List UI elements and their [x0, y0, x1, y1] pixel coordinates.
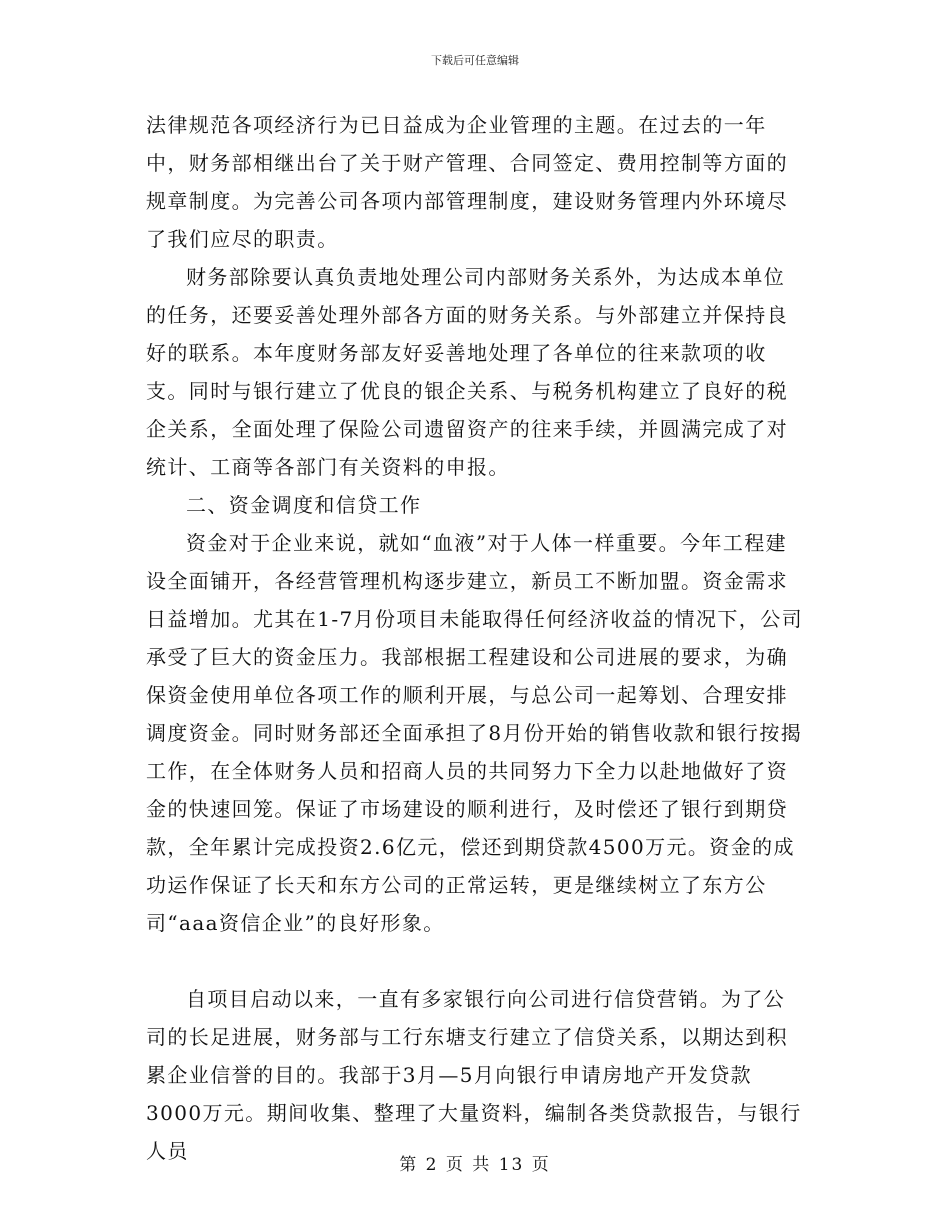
paragraph-external-relations: 财务部除要认真负责地处理公司内部财务关系外，为达成本单位的任务，还要妥善处理外部各方面的财务关系。与外部建立并保持良好的联系。本年度财务部友好妥善地处理了各单位的往来款项的收支。同时与银行建立了优良的银企关系、与税务机构建立了良好的税企关系，全面处理了保险公司遗留资产的往来手续，并圆满完成了对统计、工商等各部门有关资料的申报。 — [146, 265, 788, 479]
section-heading-funding: 二、资金调度和信贷工作 — [186, 493, 422, 517]
paragraph-credit: 自项目启动以来，一直有多家银行向公司进行信贷营销。为了公司的长足进展，财务部与工行东塘支行建立了信贷关系，以期达到积累企业信誉的目的。我部于3月—5月向银行申请房地产开发贷款3000万元。期间收集、整理了大量资料，编制各类贷款报告，与银行人员 — [146, 987, 802, 1163]
paragraph-spacer — [146, 942, 806, 980]
page-number: 第 2 页 共 13 页 — [399, 1155, 551, 1175]
paragraph-funding: 资金对于企业来说，就如“血液”对于人体一样重要。今年工程建设全面铺开，各经营管理机构逐步建立，新员工不断加盟。资金需求日益增加。尤其在1-7月份项目未能取得任何经济收益的情况下，公司承受了巨大的资金压力。我部根据工程建设和公司进展的要求，为确保资金使用单位各项工作的顺利开展，与总公司一起筹划、合理安排调度资金。同时财务部还全面承担了8月份开始的销售收款和银行按揭工作，在全体财务人员和招商人员的共同努力下全力以赴地做好了资金的快速回笼。保证了市场建设的顺利进行，及时偿还了银行到期贷款，全年累计完成投资2.6亿元，偿还到期贷款4500万元。资金的成功运作保证了长天和东方公司的正常运转，更是继续树立了东方公司“aaa资信企业”的良好形象。 — [146, 531, 804, 935]
page-header: 下载后可任意编辑 — [431, 54, 519, 67]
document-body — [146, 106, 806, 1170]
paragraph-legal-norms: 法律规范各项经济行为已日益成为企业管理的主题。在过去的一年中，财务部相继出台了关于财产管理、合同签定、费用控制等方面的规章制度。为完善公司各项内部管理制度，建设财务管理内外环境尽了我们应尽的职责。 — [146, 113, 788, 251]
